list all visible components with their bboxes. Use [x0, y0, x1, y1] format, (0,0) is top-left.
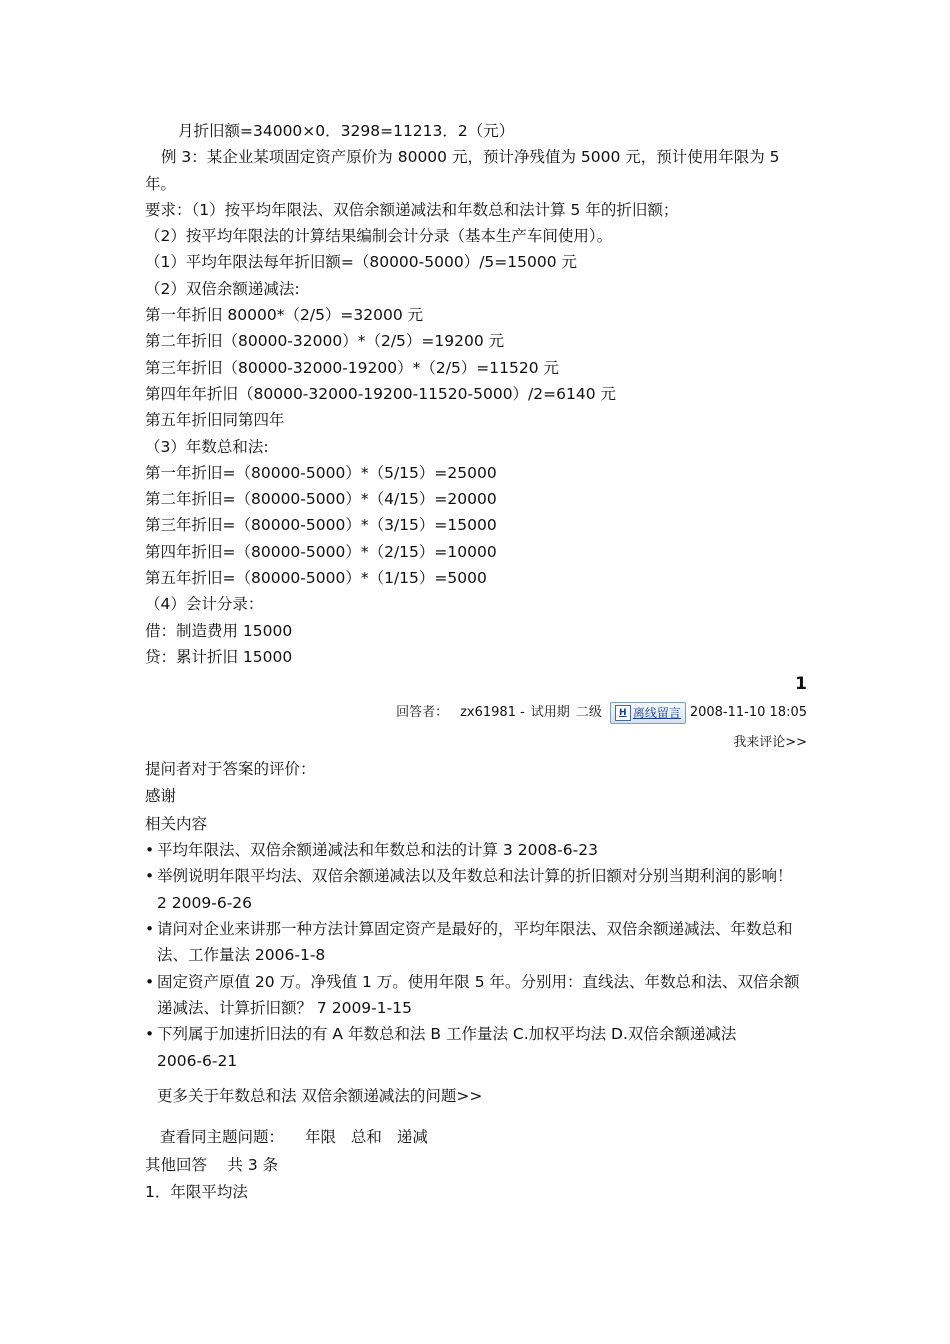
topic-tag[interactable]: 递减	[396, 1128, 428, 1147]
bullet: •	[145, 972, 155, 991]
list-item	[145, 1021, 807, 1074]
body-line: 第三年折旧=（80000-5000）*（3/15）=15000	[145, 516, 497, 535]
related-link[interactable]: 举例说明年限平均法、双倍余额递减法以及年数总和法计算的折旧额对分别当期利润的影响！ 2 2009-6-26	[157, 867, 793, 912]
body-line: 第五年折旧=（80000-5000）*（1/15）=5000	[145, 569, 487, 588]
answer-timestamp: 2008-11-10 18:05	[689, 705, 807, 721]
related-heading: 相关内容	[145, 814, 208, 833]
answerer-info	[145, 700, 807, 726]
body-line: 月折旧额=34000×0．3298=11213．2（元）	[178, 122, 515, 140]
related-link[interactable]: 请问对企业来讲那一种方法计算固定资产是最好的，平均年限法、双倍余额递减法、年数总和法、工作量法 2006-1-8	[157, 920, 793, 965]
bullet: •	[145, 920, 155, 939]
comment-link[interactable]: 我来评论>>	[733, 735, 807, 751]
list-item	[145, 863, 807, 916]
message-icon: H	[615, 705, 631, 721]
bullet: •	[145, 1025, 155, 1044]
body-line: （2）双倍余额递减法:	[145, 279, 300, 298]
body-line: （3）年数总和法:	[145, 437, 269, 456]
evaluation-text: 感谢	[145, 786, 177, 805]
list-item	[145, 916, 807, 969]
body-line: 第四年年折旧（80000-32000-19200-11520-5000）/2=6140 元	[145, 384, 616, 403]
answerer-name[interactable]: zx61981 -	[460, 705, 525, 721]
topic-tag[interactable]: 总和	[350, 1128, 382, 1147]
related-list	[145, 837, 807, 1074]
more-questions-link[interactable]: 更多关于年数总和法 双倍余额递减法的问题>>	[157, 1086, 483, 1105]
body-line: 第五年折旧同第四年	[145, 411, 285, 430]
body-line: 第一年折旧=（80000-5000）*（5/15）=25000	[145, 463, 497, 482]
body-line: 例 3：某企业某项固定资产原价为 80000 元，预计净残值为 5000 元，预计使用年限为 5	[161, 148, 780, 167]
answerer-level: 二级	[575, 705, 602, 721]
same-topic-label: 查看同主题问题：	[160, 1128, 285, 1147]
answerer-status: 试用期	[530, 705, 570, 721]
body-line: 贷：累计折旧 15000	[145, 647, 293, 666]
list-item	[145, 837, 807, 863]
other-answer-item: 1．年限平均法	[145, 1182, 248, 1201]
body-line: （1）平均年限法每年折旧额=（80000-5000）/5=15000 元	[145, 253, 578, 272]
body-line: 第四年折旧=（80000-5000）*（2/15）=10000	[145, 542, 497, 561]
body-line: 第三年折旧（80000-32000-19200）*（2/5）=11520 元	[145, 358, 560, 377]
other-answers-heading: 其他回答 共 3 条	[145, 1156, 279, 1175]
same-topic-row	[145, 1124, 807, 1150]
bullet: •	[145, 867, 155, 886]
document-page	[145, 118, 807, 1205]
body-line: 借：制造费用 15000	[145, 621, 293, 640]
page-number: 1	[795, 674, 807, 695]
topic-tag[interactable]: 年限	[304, 1128, 336, 1147]
answerer-label: 回答者：	[396, 705, 449, 721]
body-line: 第一年折旧 80000*（2/5）=32000 元	[145, 306, 424, 325]
related-link[interactable]: 下列属于加速折旧法的有 A 年数总和法 B 工作量法 C.加权平均法 D.双倍余额递减法 2006-6-21	[157, 1025, 737, 1070]
body-line: 第二年折旧（80000-32000）*（2/5）=19200 元	[145, 332, 505, 351]
body-line: （2）按平均年限法的计算结果编制会计分录（基本生产车间使用）。	[145, 227, 613, 246]
body-line: 要求：（1）按平均年限法、双倍余额递减法和年数总和法计算 5 年的折旧额；	[145, 200, 679, 219]
offline-message-label: 离线留言	[632, 706, 681, 721]
related-link[interactable]: 固定资产原值 20 万。净残值 1 万。使用年限 5 年。分别用：直线法、年数总和法、双倍余额递减法、计算折旧额？ 7 2009-1-15	[157, 972, 800, 1017]
list-item	[145, 969, 807, 1022]
evaluation-label: 提问者对于答案的评价：	[145, 760, 316, 779]
offline-message-button[interactable]	[610, 702, 686, 724]
body-line: （4）会计分录：	[145, 595, 264, 614]
body-line: 年。	[145, 174, 177, 193]
bullet: •	[145, 841, 155, 860]
body-line: 第二年折旧=（80000-5000）*（4/15）=20000	[145, 490, 497, 509]
related-link[interactable]: 平均年限法、双倍余额递减法和年数总和法的计算 3 2008-6-23	[157, 841, 598, 860]
